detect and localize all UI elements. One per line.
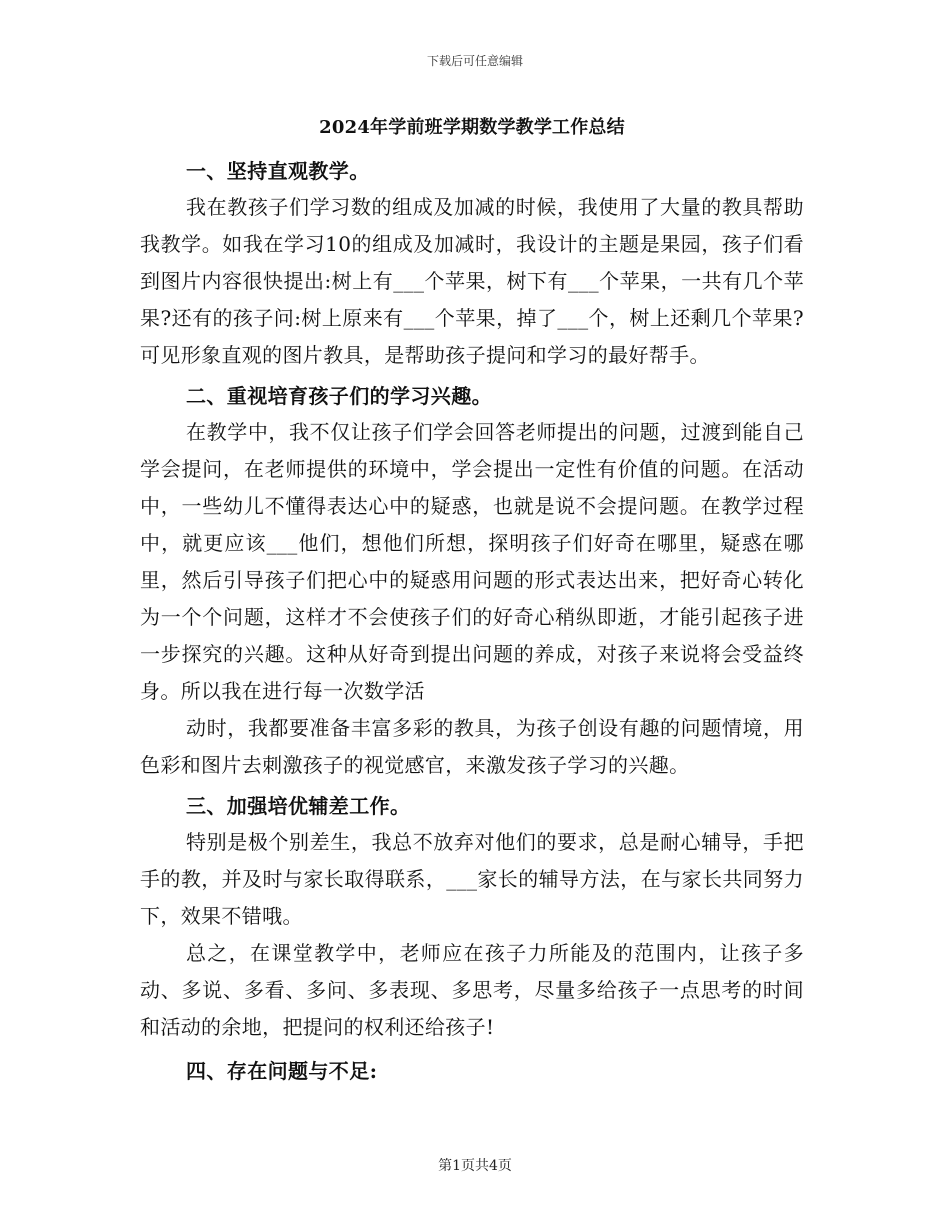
section-2-paragraph-2: 动时，我都要准备丰富多彩的教具，为孩子创设有趣的问题情境，用色彩和图片去刺激孩子的视觉感官，来激发孩子学习的兴趣。 bbox=[140, 716, 804, 777]
section-heading-2: 二、重视培育孩子们的学习兴趣。 bbox=[186, 384, 492, 408]
document-content bbox=[140, 114, 804, 1089]
section-heading-1: 一、坚持直观教学。 bbox=[186, 159, 370, 183]
document-title: 2024年学前班学期数学教学工作总结 bbox=[319, 117, 625, 138]
section-heading-3: 三、加强培优辅差工作。 bbox=[186, 794, 411, 818]
section-2-paragraph-1: 在教学中，我不仅让孩子们学会回答老师提出的问题，过渡到能自己学会提问，在老师提供的环境中，学会提出一定性有价值的问题。在活动中，一些幼儿不懂得表达心中的疑惑，也就是说不会提问题。在教学过程中，就更应该___他们，想他们所想，探明孩子们好奇在哪里，疑惑在哪里，然后引导孩子们把心中的疑惑用问题的形式表达出来，把好奇心转化为一个个问题，这样才不会使孩子们的好奇心稍纵即逝，才能引起孩子进一步探究的兴趣。这种从好奇到提出问题的养成，对孩子来说将会受益终身。所以我在进行每一次数学活 bbox=[140, 420, 804, 703]
section-heading-4: 四、存在问题与不足: bbox=[186, 1059, 378, 1083]
section-spacer bbox=[140, 1046, 804, 1053]
download-note: 下载后可任意编辑 bbox=[426, 54, 523, 68]
section-3-paragraph-1: 特别是极个别差生，我总不放弃对他们的要求，总是耐心辅导，手把手的教，并及时与家长取得联系，___家长的辅导方法，在与家长共同努力下，效果不错哦。 bbox=[140, 830, 804, 928]
section-1-paragraph: 我在教孩子们学习数的组成及加减的时候，我使用了大量的教具帮助我教学。如我在学习10的组成及加减时，我设计的主题是果园，孩子们看到图片内容很快提出:树上有___个苹果，树下有___个苹果，一共有几个苹果?还有的孩子问:树上原来有___个苹果，掉了___个，树上还剩几个苹果?可见形象直观的图片教具，是帮助孩子提问和学习的最好帮手。 bbox=[140, 195, 804, 367]
section-3-paragraph-2: 总之，在课堂教学中，老师应在孩子力所能及的范围内，让孩子多动、多说、多看、多问、多表现、多思考，尽量多给孩子一点思考的时间和活动的余地，把提问的权利还给孩子! bbox=[140, 941, 804, 1039]
page-number: 第1页共4页 bbox=[438, 1158, 512, 1174]
